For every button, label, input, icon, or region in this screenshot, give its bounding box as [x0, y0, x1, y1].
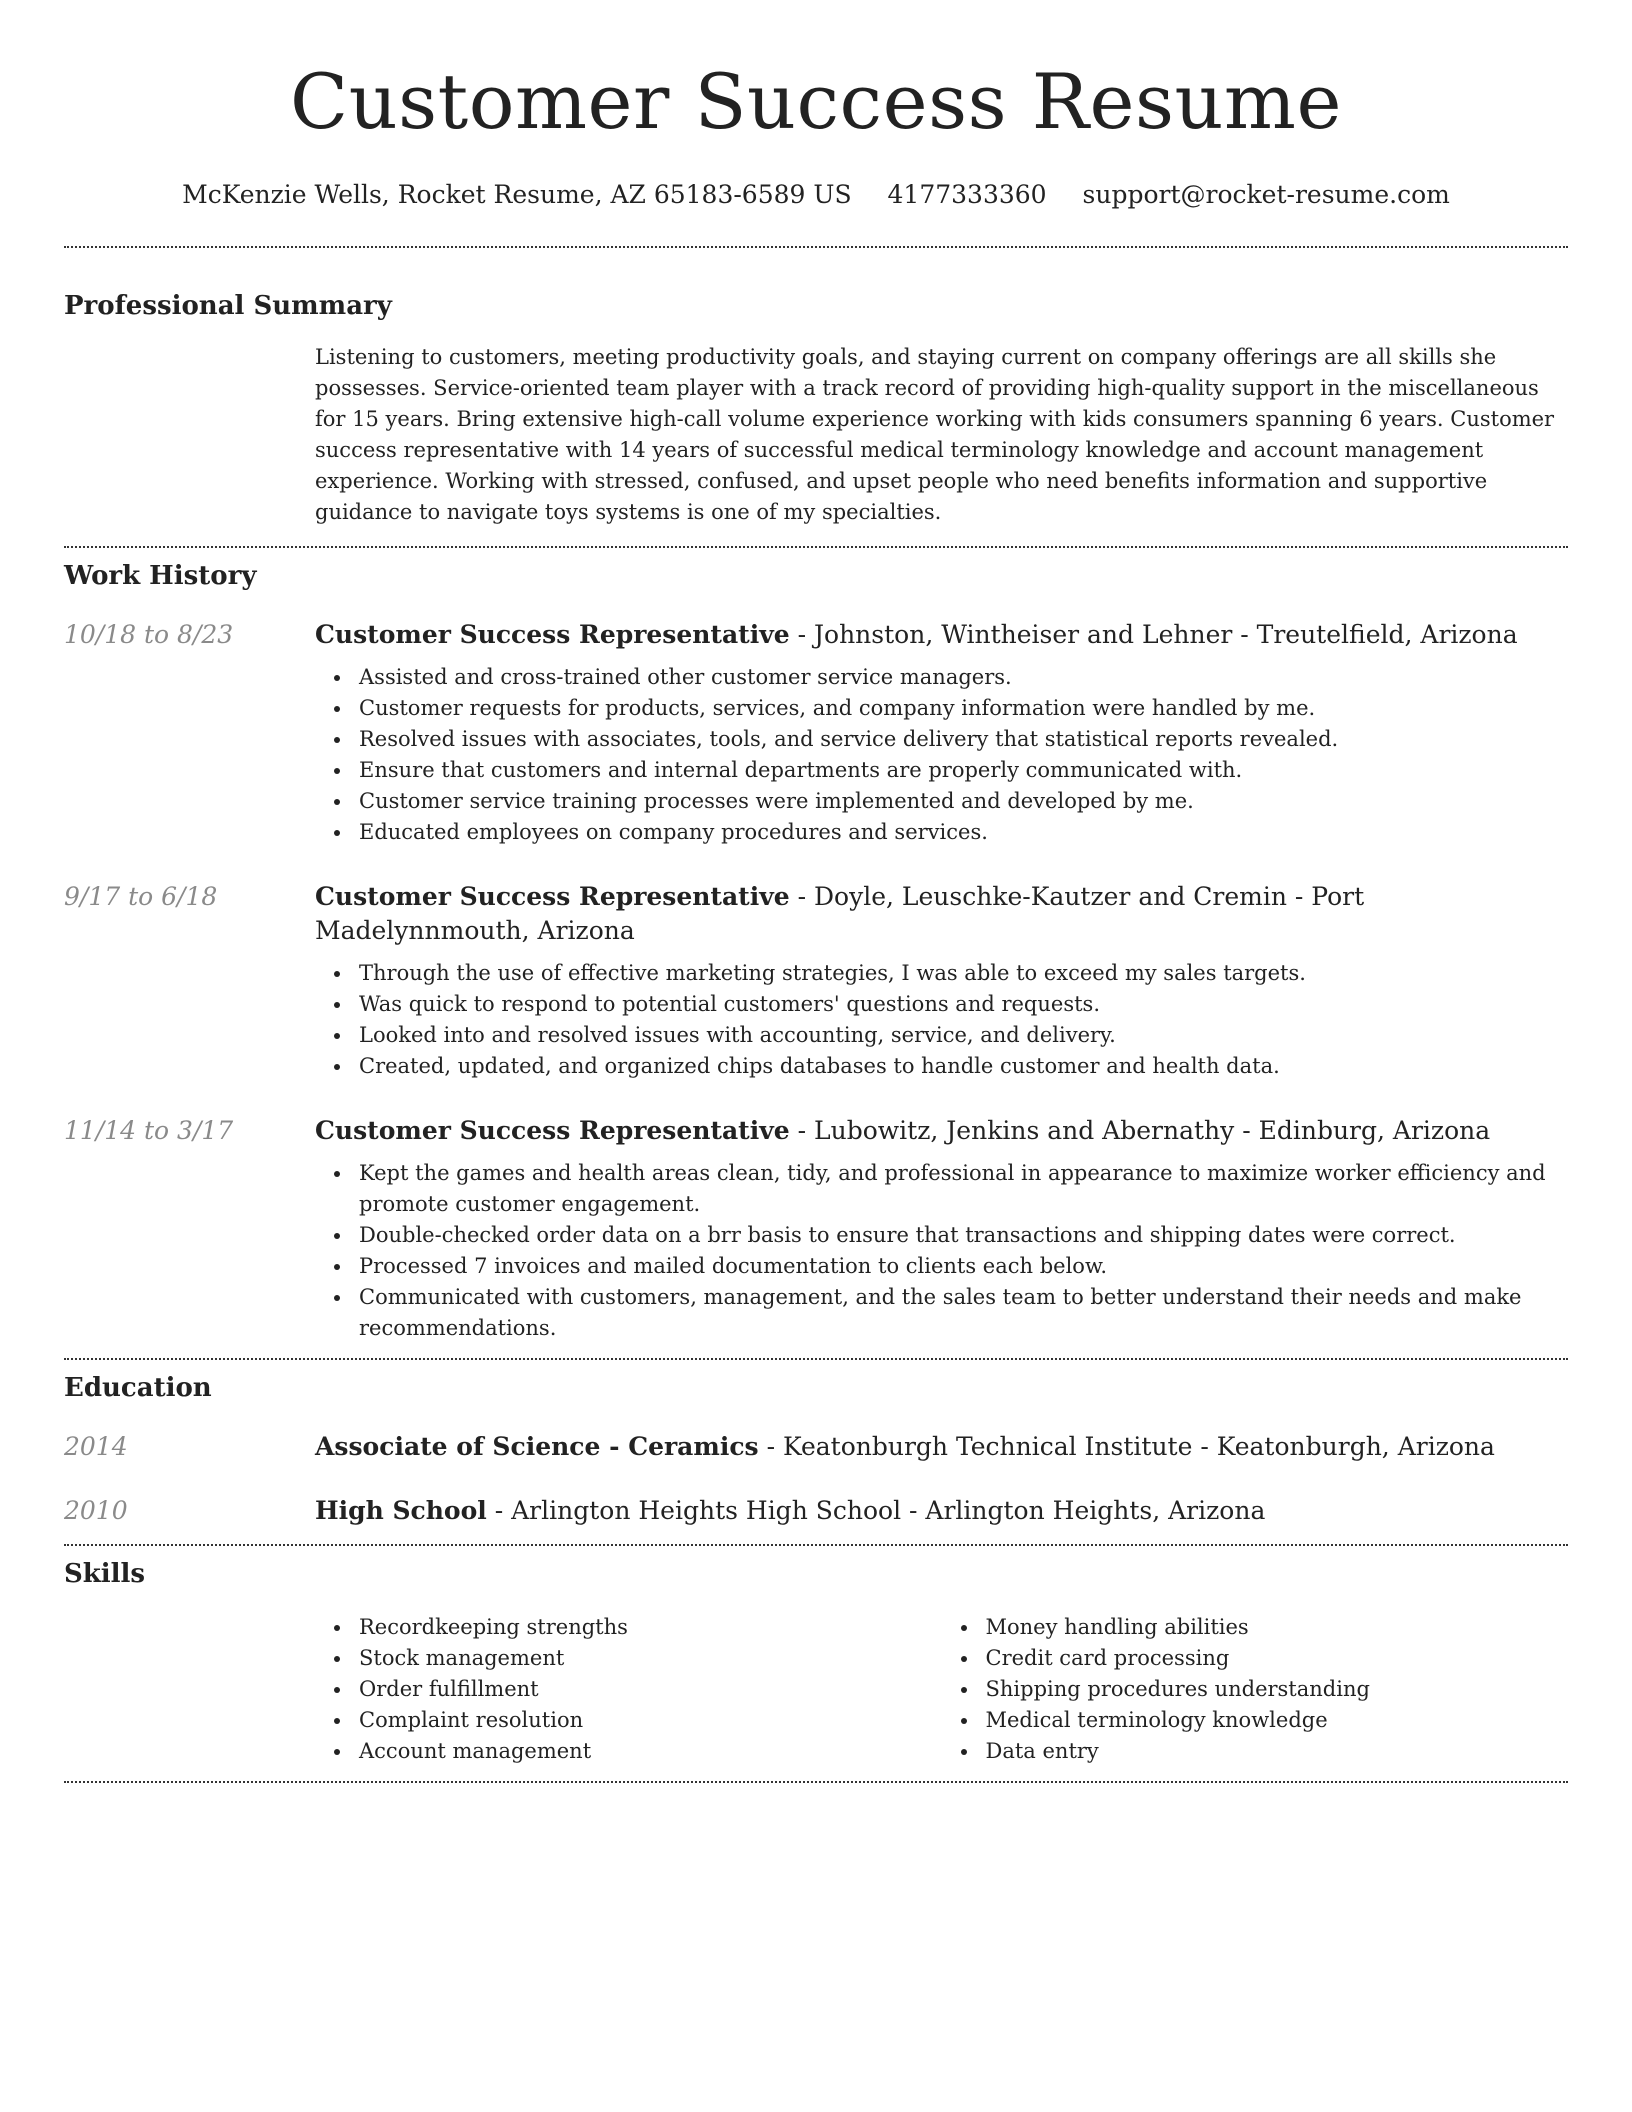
job-role: Customer Success Representative — [315, 1116, 790, 1145]
job-company: - Lubowitz, Jenkins and Abernathy - Edinburg, Arizona — [789, 1116, 1491, 1145]
job-role: Customer Success Representative — [315, 620, 790, 649]
job-bullets — [315, 948, 1568, 1082]
education-year: 2010 — [64, 1496, 128, 1525]
summary-heading: Professional Summary — [64, 291, 392, 321]
job-dates: 11/14 to 3/17 — [64, 1116, 234, 1145]
list-item: Account management — [359, 1736, 942, 1767]
list-item: Processed 7 invoices and mailed documentation to clients each below. — [359, 1251, 1568, 1282]
skills-spacer — [64, 1592, 315, 1781]
list-item: Order fulfillment — [359, 1674, 942, 1705]
education-title — [315, 1494, 1568, 1528]
list-item: Credit card processing — [986, 1643, 1569, 1674]
list-item: Medical terminology knowledge — [986, 1705, 1569, 1736]
list-item: Data entry — [986, 1736, 1569, 1767]
job-dates: 10/18 to 8/23 — [64, 620, 234, 649]
job-company: - Doyle, Leuschke-Kautzer and Cremin - Port Madelynnmouth, Arizona — [315, 882, 1365, 945]
job-title — [315, 880, 1568, 948]
job-role: Customer Success Representative — [315, 882, 790, 911]
contact-address: McKenzie Wells, Rocket Resume, AZ 65183-6589 US — [182, 180, 852, 209]
education-school: - Keatonburgh Technical Institute - Keatonburgh, Arizona — [758, 1432, 1495, 1461]
list-item: Through the use of effective marketing strategies, I was able to exceed my sales targets. — [359, 958, 1568, 989]
education-entry — [64, 1406, 1568, 1464]
job-title — [315, 618, 1568, 652]
summary-spacer — [64, 324, 315, 546]
contact-email: support@rocket-resume.com — [1082, 180, 1450, 209]
skills-column-2 — [942, 1612, 1569, 1767]
contact-line — [64, 178, 1568, 212]
work-section — [64, 548, 1568, 1358]
summary-text: Listening to customers, meeting productivity goals, and staying current on company offerings are all skills she possesses. Service-oriented team player with a track record of providing high-quality support in the miscellaneous for 15 years. Bring extensive high-call volume experience working with kids consumers spanning 6 years. Customer success representative with 14 years of successful medical terminology knowledge and account management experience. Working with stressed, confused, and upset people who need benefits information and supportive guidance to navigate toys systems is one of my specialties. — [315, 345, 1555, 524]
divider — [64, 1781, 1568, 1783]
list-item: Customer service training processes were implemented and developed by me. — [359, 786, 1568, 817]
list-item: Created, updated, and organized chips databases to handle customer and health data. — [359, 1051, 1568, 1082]
list-item: Money handling abilities — [986, 1612, 1569, 1643]
summary-row — [64, 324, 1568, 546]
skills-column-1 — [315, 1612, 942, 1767]
education-school: - Arlington Heights High School - Arlington Heights, Arizona — [486, 1496, 1266, 1525]
job-bullets — [315, 652, 1568, 848]
summary-section — [64, 248, 1568, 546]
resume-title: Customer Success Resume — [290, 57, 1342, 146]
list-item: Was quick to respond to potential customers' questions and requests. — [359, 989, 1568, 1020]
job-company: - Johnston, Wintheiser and Lehner - Treutelfield, Arizona — [789, 620, 1518, 649]
job-title — [315, 1114, 1568, 1148]
education-degree: Associate of Science - Ceramics — [315, 1432, 759, 1461]
list-item: Communicated with customers, management, and the sales team to better understand their needs and make recommendations. — [359, 1282, 1568, 1344]
list-item: Stock management — [359, 1643, 942, 1674]
education-heading: Education — [64, 1373, 212, 1403]
list-item: Shipping procedures understanding — [986, 1674, 1569, 1705]
list-item: Customer requests for products, services, and company information were handled by me. — [359, 693, 1568, 724]
skills-section — [64, 1546, 1568, 1781]
list-item: Looked into and resolved issues with accounting, service, and delivery. — [359, 1020, 1568, 1051]
list-item: Double-checked order data on a brr basis to ensure that transactions and shipping dates were correct. — [359, 1220, 1568, 1251]
education-year: 2014 — [64, 1432, 128, 1461]
contact-phone: 4177333360 — [887, 180, 1047, 209]
education-section — [64, 1360, 1568, 1544]
job-bullets — [315, 1148, 1568, 1344]
job-dates: 9/17 to 6/18 — [64, 882, 218, 911]
job-entry — [64, 594, 1568, 848]
education-title — [315, 1430, 1568, 1464]
job-entry — [64, 1082, 1568, 1358]
skills-heading: Skills — [64, 1559, 146, 1589]
job-entry — [64, 848, 1568, 1082]
education-degree: High School — [315, 1496, 487, 1525]
skills-row — [64, 1592, 1568, 1781]
list-item: Resolved issues with associates, tools, and service delivery that statistical reports revealed. — [359, 724, 1568, 755]
list-item: Educated employees on company procedures and services. — [359, 817, 1568, 848]
list-item: Ensure that customers and internal departments are properly communicated with. — [359, 755, 1568, 786]
list-item: Complaint resolution — [359, 1705, 942, 1736]
list-item: Kept the games and health areas clean, tidy, and professional in appearance to maximize worker efficiency and promote customer engagement. — [359, 1158, 1568, 1220]
work-heading: Work History — [64, 561, 257, 591]
skills-columns — [315, 1592, 1568, 1781]
list-item: Recordkeeping strengths — [359, 1612, 942, 1643]
list-item: Assisted and cross-trained other customer service managers. — [359, 662, 1568, 693]
education-entry — [64, 1464, 1568, 1528]
